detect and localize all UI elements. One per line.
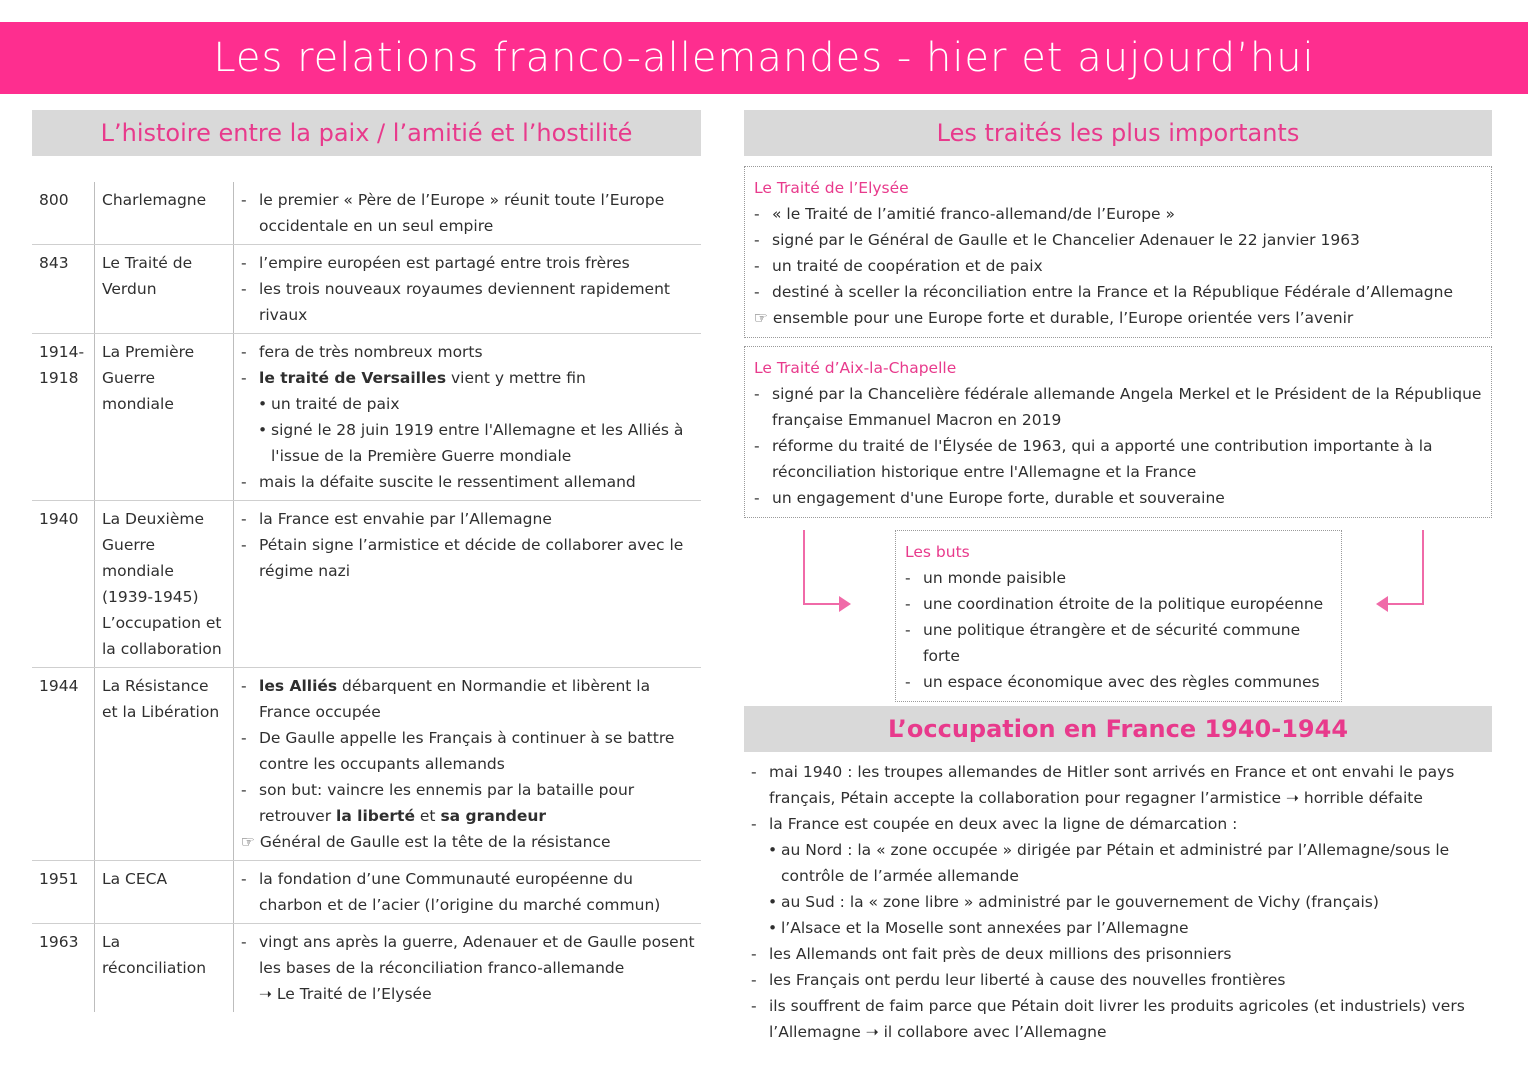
text: débarquent en Normandie et libèrent la France occupée [259,677,651,721]
occupation-list [751,759,1491,1045]
description-cell [234,668,702,861]
history-heading: L’histoire entre la paix / l’amitié et l’hostilité [32,110,701,156]
year-cell: 1963 [32,924,95,1013]
list-item: - la France est envahie par l’Allemagne [241,506,695,532]
list-item: - la France est coupée en deux avec la ligne de démarcation : [751,811,1491,837]
event-cell: La Deuxième Guerre mondiale (1939-1945) L’occupation et la collaboration [95,501,234,668]
bold-text: la liberté [336,807,415,825]
table-row [32,245,701,334]
text: et [414,807,441,825]
table-row [32,334,701,501]
event-cell: Charlemagne [95,182,234,245]
list-item [241,365,695,391]
list-item: - un monde paisible [905,565,1333,591]
list-item: - signé par le Général de Gaulle et le Chancelier Adenauer le 22 janvier 1963 [754,227,1483,253]
list-item: - destiné à sceller la réconciliation entre la France et la République Fédérale d’Allemagne [754,279,1483,305]
list-item: - le premier « Père de l’Europe » réunit toute l’Europe occidentale en un seul empire [241,187,695,239]
event-cell: La réconciliation [95,924,234,1013]
description-cell [234,924,702,1013]
text: son but: vaincre les ennemis par la bataille pour retrouver [259,781,635,825]
list-item: - Pétain signe l’armistice et décide de collaborer avec le régime nazi [241,532,695,584]
elysee-treaty-box [744,166,1492,338]
treaties-heading: Les traités les plus importants [744,110,1492,156]
aix-treaty-box [744,346,1492,518]
list-item: - vingt ans après la guerre, Adenauer et de Gaulle posent les bases de la réconciliation franco-allemande [241,929,695,981]
list-item: - réforme du traité de l'Élysée de 1963, qui a apporté une contribution importante à la réconciliation historique entre l'Allemagne et la France [754,433,1483,485]
list-item: • au Nord : la « zone occupée » dirigée par Pétain et administré par l’Allemagne/sous le contrôle de l’armée allemande [751,837,1491,889]
table-row [32,924,701,1013]
list-item: - l’empire européen est partagé entre trois frères [241,250,695,276]
year-cell: 800 [32,182,95,245]
list-item: • au Sud : la « zone libre » administré par le gouvernement de Vichy (français) [751,889,1491,915]
bold-text: le traité de [259,369,362,387]
note-item: ☞ ensemble pour une Europe forte et durable, l’Europe orientée vers l’avenir [754,309,1354,327]
description-cell [234,334,702,501]
list-item: - la fondation d’une Communauté européenne du charbon et de l’acier (l’origine du marché commun) [241,866,695,918]
page-title: Les relations franco-allemandes - hier et aujourd’hui [0,22,1528,94]
list-item: • l’Alsace et la Moselle sont annexées par l’Allemagne [751,915,1491,941]
description-cell [234,501,702,668]
arrow-down-left-icon [1372,528,1432,618]
list-item: - une politique étrangère et de sécurité commune forte [905,617,1333,669]
description-cell [234,861,702,924]
year-cell: 1914-1918 [32,334,95,501]
box-title: Le Traité d’Aix-la-Chapelle [754,359,957,377]
event-cell: La Résistance et la Libération [95,668,234,861]
list-item: - les Français ont perdu leur liberté à cause des nouvelles frontières [751,967,1491,993]
list-item: - mai 1940 : les troupes allemandes de Hitler sont arrivés en France et ont envahi le pays français, Pétain accepte la collaboration pour regagner l’armistice ➝ horrible défaite [751,759,1491,811]
table-row [32,668,701,861]
list-item: - ils souffrent de faim parce que Pétain doit livrer les produits agricoles (et industriels) vers l’Allemagne ➝ il collabore avec l’Allemagne [751,993,1491,1045]
list-item: - un traité de coopération et de paix [754,253,1483,279]
list-item: - une coordination étroite de la politique européenne [905,591,1333,617]
list-item: - fera de très nombreux morts [241,339,695,365]
box-title: Le Traité de l’Elysée [754,179,909,197]
year-cell: 843 [32,245,95,334]
list-item: - un espace économique avec des règles communes [905,669,1333,695]
description-cell [234,182,702,245]
list-item: - mais la défaite suscite le ressentiment allemand [241,469,695,495]
list-item: - « le Traité de l’amitié franco-allemand/de l’Europe » [754,201,1483,227]
bold-text: Versailles [361,369,447,387]
list-item: - un engagement d'une Europe forte, durable et souveraine [754,485,1483,511]
bold-text: sa grandeur [440,807,547,825]
text: vient y mettre fin [446,369,586,387]
year-cell: 1951 [32,861,95,924]
table-row [32,501,701,668]
goals-box [895,530,1342,702]
year-cell: 1944 [32,668,95,861]
occupation-heading: L’occupation en France 1940-1944 [744,706,1492,752]
bold-text: les Alliés [259,677,338,695]
description-cell [234,245,702,334]
event-cell: La CECA [95,861,234,924]
list-item: - les Allemands ont fait près de deux millions des prisonniers [751,941,1491,967]
year-cell: 1940 [32,501,95,668]
table-row [32,861,701,924]
list-item: - les trois nouveaux royaumes deviennent rapidement rivaux [241,276,695,328]
history-timeline-table [32,182,701,1012]
arrow-down-right-icon [795,528,855,618]
arrow-item: ➝ Le Traité de l’Elysée [259,985,432,1003]
event-cell: La Première Guerre mondiale [95,334,234,501]
list-item: - De Gaulle appelle les Français à continuer à se battre contre les occupants allemands [241,725,695,777]
list-item: • signé le 28 juin 1919 entre l'Allemagne et les Alliés à l'issue de la Première Guerre mondiale [241,417,695,469]
event-cell: Le Traité de Verdun [95,245,234,334]
list-item: - signé par la Chancelière fédérale allemande Angela Merkel et le Président de la République française Emmanuel Macron en 2019 [754,381,1483,433]
list-item [241,777,695,829]
box-title: Les buts [905,543,970,561]
list-item: • un traité de paix [241,391,695,417]
list-item [241,673,695,725]
table-row [32,182,701,245]
note-item: ☞ Général de Gaulle est la tête de la résistance [241,833,611,851]
